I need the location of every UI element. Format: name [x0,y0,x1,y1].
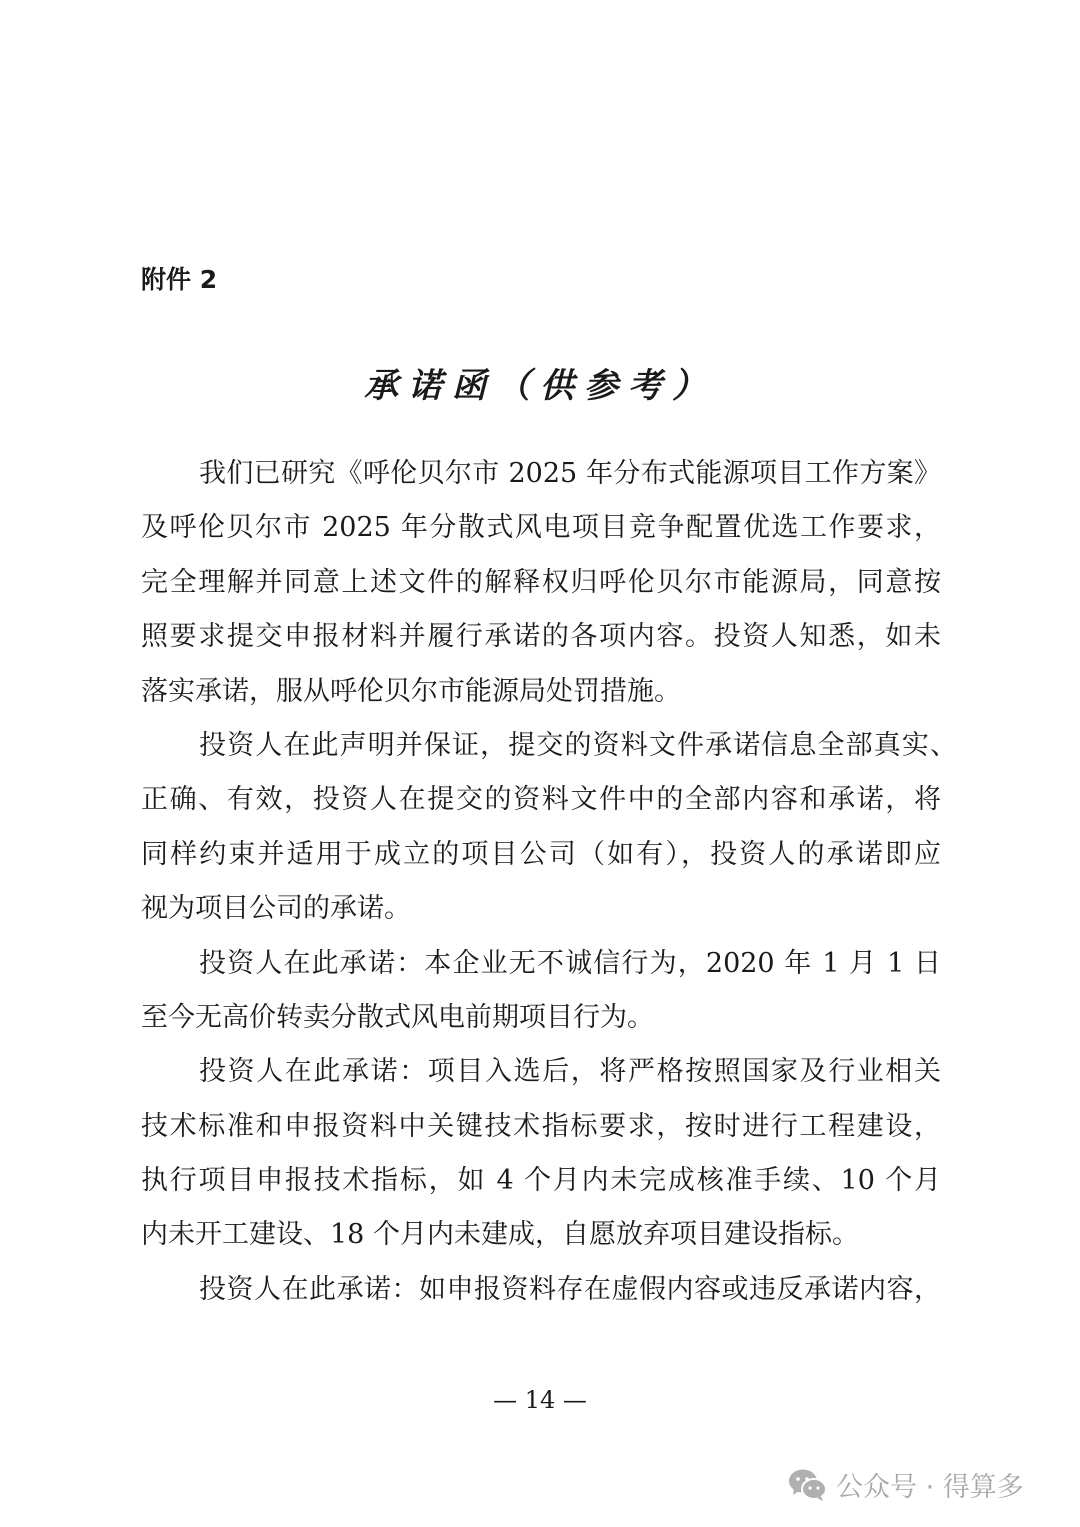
text-line: 投资人在此声明并保证，提交的资料文件承诺信息全部真实、 [199,729,957,761]
text-line: 同样约束并适用于成立的项目公司（如有），投资人的承诺即应 [141,838,941,870]
text-line: 投资人在此承诺：项目入选后，将严格按照国家及行业相关 [199,1056,941,1088]
text-line: 技术标准和申报资料中关键技术指标要求，按时进行工程建设， [141,1110,941,1142]
text-line: 落实承诺，服从呼伦贝尔市能源局处罚措施。 [141,675,681,707]
document-body [141,447,957,1317]
document-title: 承诺函（供参考） [364,366,716,406]
page-number: — 14 — [493,1386,587,1414]
watermark [788,1465,1024,1504]
attachment-label: 附件 2 [141,265,218,294]
text-line: 及呼伦贝尔市 2025 年分散式风电项目竞争配置优选工作要求， [141,512,941,544]
text-line: 完全理解并同意上述文件的解释权归呼伦贝尔市能源局，同意按 [141,566,941,598]
text-line: 正确、有效，投资人在提交的资料文件中的全部内容和承诺，将 [141,784,941,816]
text-line: 我们已研究《呼伦贝尔市 2025 年分布式能源项目工作方案》 [199,458,941,489]
text-line: 照要求提交申报材料并履行承诺的各项内容。投资人知悉，如未 [141,621,941,653]
text-line: 投资人在此承诺：如申报资料存在虚假内容或违反承诺内容， [199,1273,941,1305]
text-line: 视为项目公司的承诺。 [141,893,411,925]
text-line: 投资人在此承诺：本企业无不诚信行为，2020 年 1 月 1 日 [199,947,941,979]
wechat-icon [788,1468,828,1502]
text-line: 至今无高价转卖分散式风电前期项目行为。 [141,1001,654,1033]
text-line: 执行项目申报技术指标，如 4 个月内未完成核准手续、10 个月 [141,1165,941,1197]
text-line: 内未开工建设、18 个月内未建成，自愿放弃项目建设指标。 [141,1219,859,1251]
watermark-text: 公众号 · 得算多 [836,1472,1024,1503]
